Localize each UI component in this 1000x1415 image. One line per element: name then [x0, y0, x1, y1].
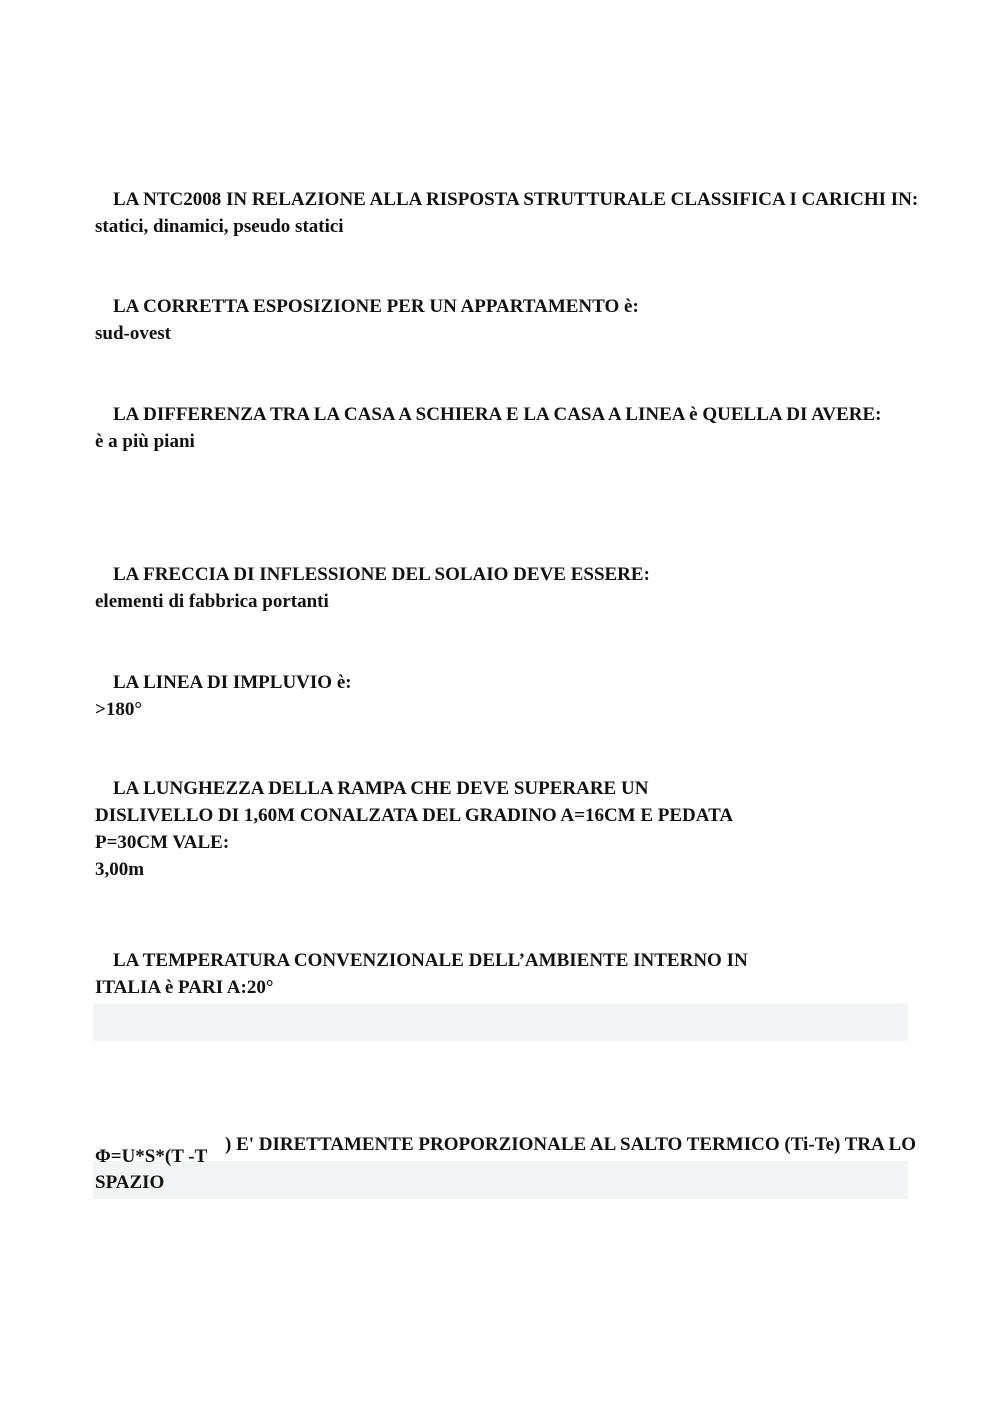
question-6-line-3: P=30CM VALE: [95, 832, 230, 853]
question-1: LA NTC2008 IN RELAZIONE ALLA RISPOSTA STRUTTURALE CLASSIFICA I CARICHI IN: [113, 189, 919, 210]
question-4: LA FRECCIA DI INFLESSIONE DEL SOLAIO DEVE ESSERE: [113, 564, 650, 585]
answer-6: 3,00m [95, 859, 145, 880]
answer-4: elementi di fabbrica portanti [95, 591, 329, 612]
answer-5: >180° [95, 699, 142, 720]
question-6-line-2: DISLIVELLO DI 1,60M CONALZATA DEL GRADINO A=16CM E PEDATA [95, 805, 734, 826]
question-8-continuation: SPAZIO [95, 1172, 165, 1193]
answer-3: è a più piani [95, 431, 195, 452]
answer-1: statici, dinamici, pseudo statici [95, 216, 344, 237]
question-7-line-1: LA TEMPERATURA CONVENZIONALE DELL’AMBIENTE INTERNO IN [113, 950, 748, 971]
question-2: LA CORRETTA ESPOSIZIONE PER UN APPARTAMENTO è: [113, 296, 639, 317]
question-7-line-2: ITALIA è PARI A:20° [95, 977, 274, 998]
question-5: LA LINEA DI IMPLUVIO è: [113, 672, 352, 693]
answer-7-field [93, 1003, 908, 1041]
answer-2: sud-ovest [95, 323, 172, 344]
formula: Φ=U*S*(T -T [95, 1146, 208, 1167]
question-6-line-1: LA LUNGHEZZA DELLA RAMPA CHE DEVE SUPERARE UN [113, 778, 649, 799]
answer-8-field [93, 1161, 908, 1199]
question-3: LA DIFFERENZA TRA LA CASA A SCHIERA E LA CASA A LINEA è QUELLA DI AVERE: [113, 404, 882, 425]
question-8: ) E' DIRETTAMENTE PROPORZIONALE AL SALTO TERMICO (Ti-Te) TRA LO [225, 1134, 917, 1155]
